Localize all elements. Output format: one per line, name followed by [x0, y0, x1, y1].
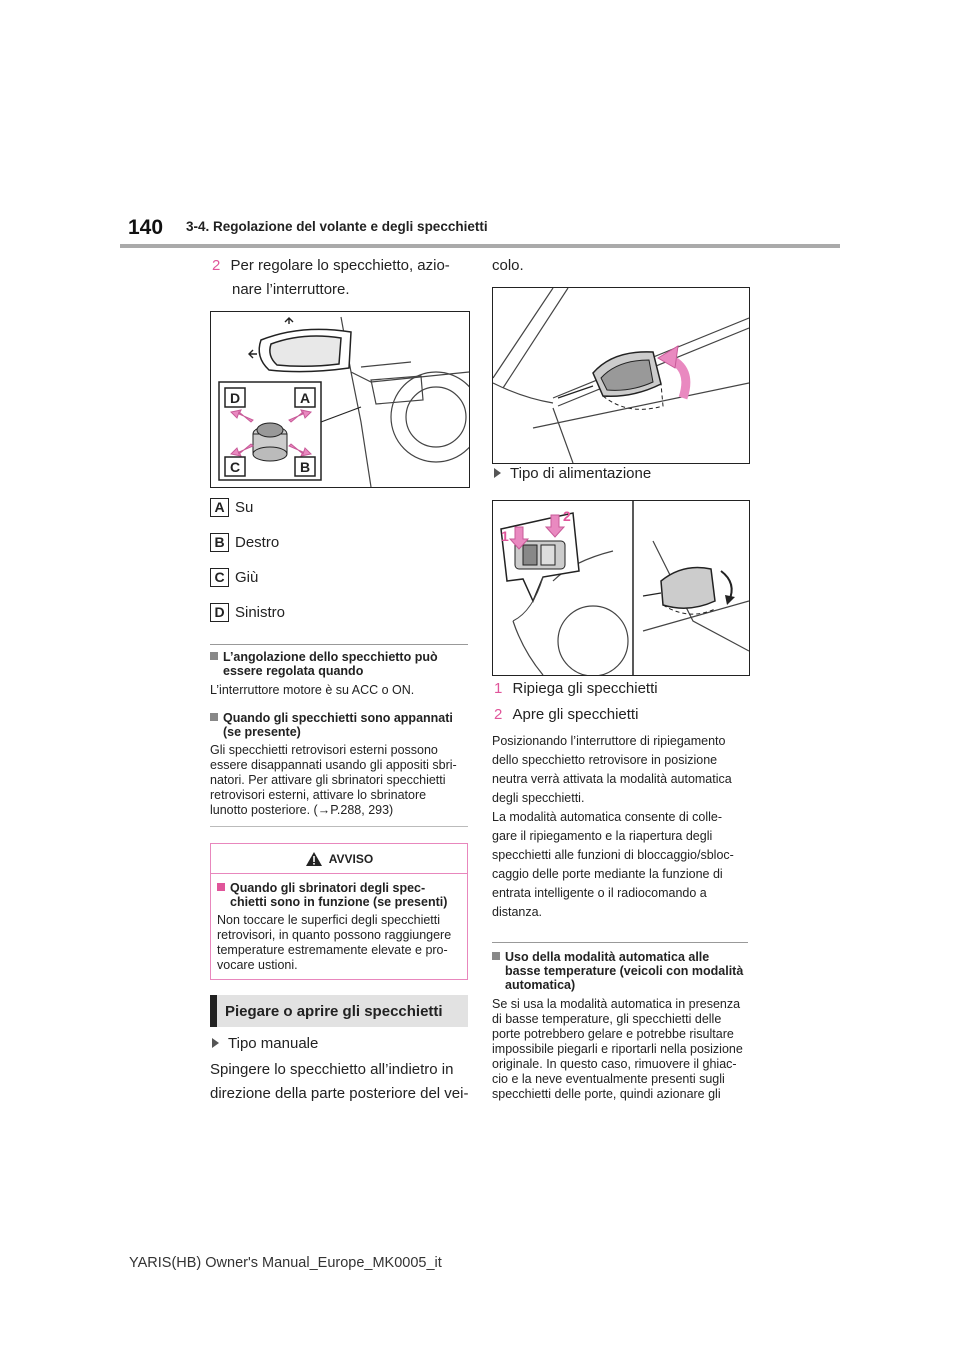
- note-body-line: impossibile piegarli e riportarli nella posizione: [492, 1042, 743, 1056]
- note-heading-line: automatica): [505, 978, 576, 992]
- power-type-heading: Tipo di alimentazione: [494, 462, 651, 486]
- warning-title: AVVISO: [328, 851, 374, 866]
- paragraph-line: degli specchietti.: [492, 791, 585, 805]
- warning-body-line: Non toccare le superfici degli specchietti: [217, 913, 441, 927]
- arrow-bullet-icon: [494, 468, 501, 478]
- legend-item-c: [210, 566, 258, 588]
- legend-item-a: [210, 496, 253, 518]
- note-heading-line: basse temperature (veicoli con modalità: [505, 964, 744, 978]
- note-low-temperature: [492, 950, 750, 1102]
- legend-label: Sinistro: [235, 603, 286, 621]
- paragraph-line: gare il ripiegamento e la riapertura degli: [492, 829, 713, 843]
- figure-label-2: 2: [563, 508, 571, 524]
- legend-label: Su: [235, 498, 254, 516]
- note-divider: [210, 644, 468, 645]
- step-number: 2: [212, 257, 221, 274]
- note-body-line: essere disappannati usando gli appositi sbri-: [210, 758, 457, 772]
- note-adjust-when: [210, 650, 468, 698]
- note-heading: Quando gli specchietti sono appannati: [210, 711, 468, 725]
- legend-label: Destro: [235, 533, 280, 551]
- note-body-line: cio e la neve eventualmente presenti sugli: [492, 1072, 725, 1086]
- svg-text:C: C: [229, 459, 241, 475]
- manual-text-line1: Spingere lo specchietto all’indietro in: [210, 1061, 454, 1078]
- paragraph-line: entrata intelligente o il radiocomando a: [492, 886, 707, 900]
- figure-label-1: 1: [501, 528, 509, 544]
- arrow-bullet-icon: [212, 1038, 219, 1048]
- footer-text: YARIS(HB) Owner's Manual_Europe_MK0005_it: [129, 1255, 442, 1271]
- paragraph-line: dello specchietto retrovisore in posizione: [492, 753, 718, 767]
- note-heading: Uso della modalità automatica alle: [492, 950, 750, 964]
- note-body-line: Se si usa la modalità automatica in presenza: [492, 997, 741, 1011]
- manual-type-heading: Tipo manuale: [212, 1032, 318, 1056]
- warning-body-line: temperature estremamente elevate e pro-: [217, 943, 448, 957]
- manual-fold-illustration: [493, 288, 749, 463]
- legend-label: Giù: [235, 568, 259, 586]
- legend-key: D: [210, 603, 229, 622]
- power-fold-figure: [492, 500, 750, 676]
- legend-key: A: [210, 498, 229, 517]
- step-text-line1: Per regolare lo specchietto, azio-: [230, 257, 450, 274]
- mirror-switch-figure: [210, 311, 470, 488]
- legend-item-b: [210, 531, 279, 553]
- warning-box: [210, 843, 468, 980]
- page-number: 140: [128, 216, 164, 239]
- manual-text-line2: direzione della parte posteriore del vei-: [210, 1085, 469, 1102]
- continuation-text: colo.: [492, 257, 524, 274]
- section-title: 3-4. Regolazione del volante e degli specchietti: [186, 219, 488, 234]
- note-body-line: originale. In questo caso, rimuovere il ghiac-: [492, 1057, 737, 1071]
- note-body-line: specchietti delle porte, quindi azionare gli: [492, 1087, 721, 1101]
- note-body-line: natori. Per attivare gli sbrinatori specchietti: [210, 773, 446, 787]
- legend-key: B: [210, 533, 229, 552]
- legend-key: C: [210, 568, 229, 587]
- note-divider: [210, 826, 468, 827]
- note-body-line: porte potrebbero gelare e potrebbe risultare: [492, 1027, 734, 1041]
- power-fold-illustration: [493, 501, 749, 675]
- paragraph-line: caggio delle porte mediante la funzione di: [492, 867, 723, 881]
- note-body-line: lunotto posteriore. (→P.288, 293): [210, 803, 394, 817]
- step-2: [212, 254, 450, 278]
- manual-fold-figure: [492, 287, 750, 464]
- svg-text:D: D: [229, 390, 241, 406]
- banner-title: Piegare o aprire gli specchietti: [225, 1002, 443, 1020]
- power-item-2: 2 Apre gli specchietti: [494, 706, 639, 723]
- warning-heading: Quando gli sbrinatori degli spec-: [217, 881, 462, 895]
- power-item-1: 1 Ripiega gli specchietti: [494, 680, 658, 697]
- step-text-line2: nare l’interruttore.: [232, 281, 350, 298]
- warning-triangle-icon: [305, 851, 323, 867]
- note-fogged-mirrors: [210, 711, 468, 818]
- warning-heading-line2: chietti sono in funzione (se presenti): [230, 895, 448, 909]
- paragraph-line: Posizionando l’interruttore di ripiegamento: [492, 734, 726, 748]
- note-divider: [492, 942, 748, 943]
- paragraph-line: La modalità automatica consente di colle-: [492, 810, 722, 824]
- svg-text:B: B: [299, 459, 311, 475]
- paragraph-line: distanza.: [492, 905, 543, 919]
- mirror-switch-illustration: [211, 312, 469, 487]
- note-body: L’interruttore motore è su ACC o ON.: [210, 683, 415, 697]
- note-heading-line2: (se presente): [223, 725, 301, 739]
- note-heading: L’angolazione dello specchietto può: [210, 650, 468, 664]
- section-banner: [210, 995, 468, 1027]
- paragraph-line: neutra verrà attivata la modalità automatica: [492, 772, 732, 786]
- warning-header: [211, 844, 467, 874]
- note-heading-line2: essere regolata quando: [223, 664, 364, 678]
- svg-text:A: A: [299, 390, 311, 406]
- legend-item-d: [210, 601, 285, 623]
- warning-body-line: vocare ustioni.: [217, 958, 298, 972]
- note-body-line: Gli specchietti retrovisori esterni possono: [210, 743, 438, 757]
- warning-body-line: retrovisori, in quanto possono raggiungere: [217, 928, 452, 942]
- paragraph-line: specchietti alle funzioni di bloccaggio/sbloc-: [492, 848, 734, 862]
- header-rule: [120, 244, 840, 248]
- note-body-line: di basse temperature, gli specchietti delle: [492, 1012, 722, 1026]
- auto-mode-paragraph: [492, 732, 750, 922]
- note-body-line: retrovisori esterni, attivare lo sbrinatore: [210, 788, 427, 802]
